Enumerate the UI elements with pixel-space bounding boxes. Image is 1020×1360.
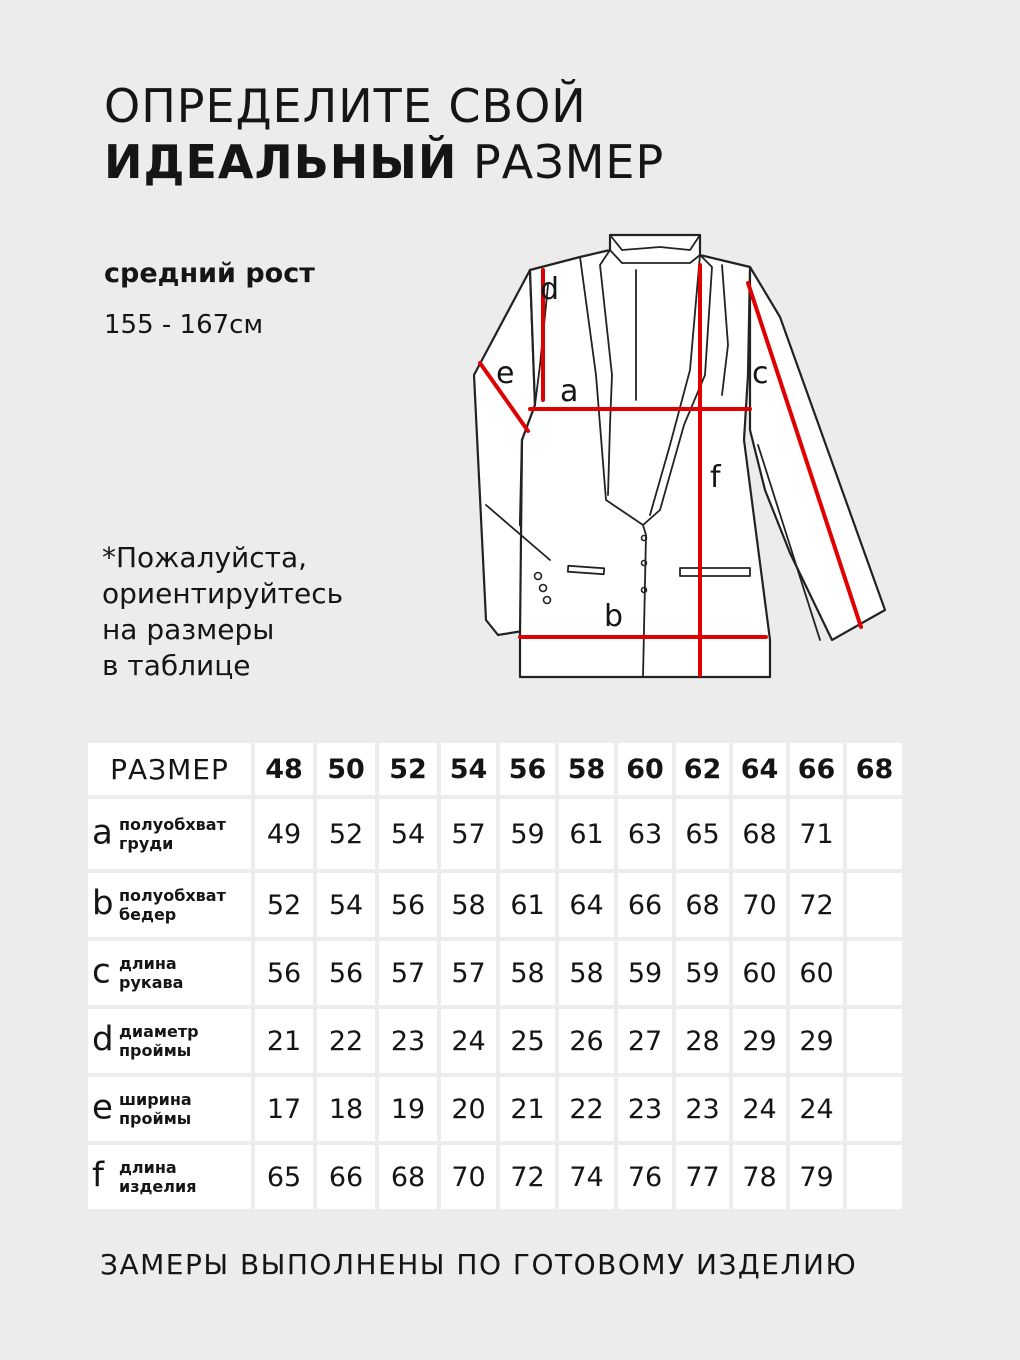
size-col: 66	[790, 743, 843, 795]
table-cell: 59	[500, 799, 555, 869]
row-description	[119, 815, 226, 853]
desc-line: полуобхват	[119, 815, 226, 834]
size-header-row	[88, 743, 902, 795]
table-row	[88, 873, 902, 937]
table-cell: 66	[317, 1145, 375, 1209]
table-cell: 24	[790, 1077, 843, 1141]
table-row	[88, 941, 902, 1005]
diagram-label-e: e	[496, 356, 515, 391]
size-header-label: РАЗМЕР	[88, 743, 251, 795]
size-col: 58	[559, 743, 614, 795]
table-cell: 29	[790, 1009, 843, 1073]
table-cell: 20	[441, 1077, 496, 1141]
table-cell: 72	[500, 1145, 555, 1209]
row-label	[88, 1077, 251, 1141]
table-cell: 78	[733, 1145, 786, 1209]
size-col: 62	[676, 743, 729, 795]
table-cell: 29	[733, 1009, 786, 1073]
size-table	[84, 739, 906, 1213]
table-cell: 24	[733, 1077, 786, 1141]
table-cell	[847, 1145, 902, 1209]
size-col: 50	[317, 743, 375, 795]
height-category: средний рост	[104, 258, 315, 289]
table-cell: 79	[790, 1145, 843, 1209]
table-cell: 76	[618, 1145, 672, 1209]
diagram-label-d: d	[540, 272, 560, 307]
row-letter: c	[92, 951, 111, 992]
row-description	[119, 1090, 192, 1128]
desc-line: бедер	[119, 905, 177, 924]
table-cell: 65	[676, 799, 729, 869]
row-label	[88, 1145, 251, 1209]
table-row	[88, 799, 902, 869]
table-row	[88, 1145, 902, 1209]
size-col: 64	[733, 743, 786, 795]
table-row	[88, 1077, 902, 1141]
table-cell: 25	[500, 1009, 555, 1073]
table-cell: 61	[500, 873, 555, 937]
diagram-label-f: f	[710, 460, 721, 495]
table-cell	[847, 1009, 902, 1073]
table-cell: 70	[441, 1145, 496, 1209]
note-line: в таблице	[102, 649, 251, 682]
table-cell	[847, 941, 902, 1005]
table-cell: 68	[676, 873, 729, 937]
table-cell: 57	[441, 941, 496, 1005]
title-bold-word: ИДЕАЛЬНЫЙ	[104, 135, 458, 189]
table-cell: 59	[676, 941, 729, 1005]
table-cell: 52	[317, 799, 375, 869]
row-label	[88, 799, 251, 869]
row-letter: b	[92, 883, 114, 924]
row-label	[88, 941, 251, 1005]
row-letter: f	[92, 1155, 104, 1196]
title-rest: РАЗМЕР	[457, 135, 665, 189]
desc-line: проймы	[119, 1109, 192, 1128]
table-cell: 58	[500, 941, 555, 1005]
jacket-diagram	[460, 225, 900, 695]
table-cell: 23	[618, 1077, 672, 1141]
table-cell	[847, 799, 902, 869]
desc-line: изделия	[119, 1177, 197, 1196]
table-cell: 59	[618, 941, 672, 1005]
desc-line: рукава	[119, 973, 184, 992]
row-letter: e	[92, 1087, 113, 1128]
table-cell: 21	[500, 1077, 555, 1141]
table-cell: 74	[559, 1145, 614, 1209]
desc-line: диаметр	[119, 1022, 199, 1041]
table-cell: 71	[790, 799, 843, 869]
desc-line: груди	[119, 834, 174, 853]
table-cell	[847, 873, 902, 937]
size-note	[102, 540, 442, 684]
height-range: 155 - 167см	[104, 310, 264, 340]
table-cell: 61	[559, 799, 614, 869]
row-label	[88, 873, 251, 937]
table-cell: 22	[317, 1009, 375, 1073]
row-description	[119, 954, 183, 992]
desc-line: длина	[119, 1158, 177, 1177]
table-cell: 70	[733, 873, 786, 937]
title-line-1: ОПРЕДЕЛИТЕ СВОЙ	[104, 79, 587, 133]
table-cell: 57	[379, 941, 437, 1005]
diagram-label-b: b	[604, 599, 624, 634]
table-cell: 54	[379, 799, 437, 869]
row-description	[119, 1022, 199, 1060]
table-cell: 72	[790, 873, 843, 937]
row-description	[119, 1158, 196, 1196]
table-cell: 64	[559, 873, 614, 937]
size-col: 48	[255, 743, 313, 795]
table-cell: 58	[441, 873, 496, 937]
table-cell: 56	[317, 941, 375, 1005]
table-cell: 56	[379, 873, 437, 937]
table-cell: 24	[441, 1009, 496, 1073]
table-cell: 65	[255, 1145, 313, 1209]
desc-line: ширина	[119, 1090, 192, 1109]
size-col: 56	[500, 743, 555, 795]
table-cell: 22	[559, 1077, 614, 1141]
table-cell	[847, 1077, 902, 1141]
note-line: на размеры	[102, 613, 275, 646]
size-col: 60	[618, 743, 672, 795]
table-cell: 19	[379, 1077, 437, 1141]
note-line: ориентируйтесь	[102, 577, 344, 610]
table-cell: 63	[618, 799, 672, 869]
table-cell: 68	[379, 1145, 437, 1209]
diagram-label-a: a	[560, 374, 579, 409]
table-row	[88, 1009, 902, 1073]
table-cell: 57	[441, 799, 496, 869]
table-cell: 56	[255, 941, 313, 1005]
table-cell: 49	[255, 799, 313, 869]
table-cell: 60	[733, 941, 786, 1005]
table-cell: 66	[618, 873, 672, 937]
table-cell: 23	[379, 1009, 437, 1073]
row-letter: d	[92, 1019, 114, 1060]
table-cell: 21	[255, 1009, 313, 1073]
diagram-label-c: c	[752, 356, 769, 391]
desc-line: проймы	[119, 1041, 192, 1060]
table-cell: 68	[733, 799, 786, 869]
table-cell: 26	[559, 1009, 614, 1073]
table-cell: 54	[317, 873, 375, 937]
row-description	[119, 886, 226, 924]
table-cell: 23	[676, 1077, 729, 1141]
desc-line: длина	[119, 954, 177, 973]
size-col: 68	[847, 743, 902, 795]
footer-note: ЗАМЕРЫ ВЫПОЛНЕНЫ ПО ГОТОВОМУ ИЗДЕЛИЮ	[100, 1248, 858, 1281]
desc-line: полуобхват	[119, 886, 226, 905]
size-col: 52	[379, 743, 437, 795]
table-cell: 52	[255, 873, 313, 937]
right-sleeve-outline	[750, 267, 885, 640]
table-cell: 17	[255, 1077, 313, 1141]
table-cell: 28	[676, 1009, 729, 1073]
table-cell: 77	[676, 1145, 729, 1209]
row-letter: a	[92, 812, 113, 853]
note-line: *Пожалуйста,	[102, 541, 307, 574]
row-label	[88, 1009, 251, 1073]
title-line-2	[104, 134, 664, 190]
table-cell: 27	[618, 1009, 672, 1073]
table-cell: 60	[790, 941, 843, 1005]
size-col: 54	[441, 743, 496, 795]
table-cell: 58	[559, 941, 614, 1005]
table-cell: 18	[317, 1077, 375, 1141]
page-title	[104, 78, 664, 190]
